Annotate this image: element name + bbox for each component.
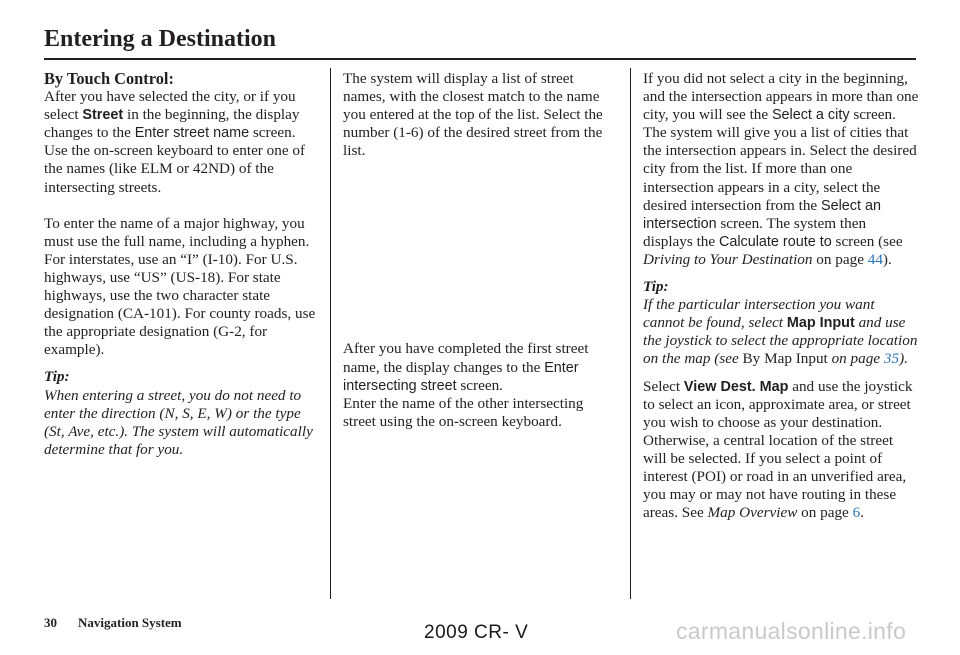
- page-title: Entering a Destination: [44, 26, 277, 52]
- ui-term-calculate-route-to: Calculate route to: [718, 233, 832, 250]
- tip-text: When entering a street, you do not need to enter the direction (N, S, E, W) or the type (St, Ave, etc.). The system will automatically determine that for you.: [44, 386, 313, 458]
- model-watermark: 2009 CR- V: [424, 622, 529, 643]
- section-heading: By Touch Control:: [44, 69, 174, 88]
- footer-section-label: Navigation System: [78, 615, 182, 630]
- cross-reference: By Map Input: [742, 350, 828, 368]
- text: in the beginning, the display changes to the: [44, 106, 300, 142]
- ui-term-select-a-city: Select a city: [771, 107, 850, 124]
- page-link-6[interactable]: 6: [852, 504, 861, 522]
- text: screen. Use the on-screen keyboard to enter one of the names (like ELM or 42ND) of the intersecting streets.: [44, 124, 306, 196]
- text: and use the joystick to select the appropriate location on the map (see: [643, 314, 918, 368]
- ui-term-street: Street: [82, 107, 124, 124]
- ui-term-enter-intersecting-street: Enter intersecting street: [343, 359, 579, 394]
- paragraph-select-city: [643, 70, 919, 269]
- text: After you have selected the city, or if you select: [44, 88, 296, 124]
- text: screen (see: [831, 232, 903, 250]
- column-divider: [330, 68, 331, 599]
- column-3: [643, 70, 919, 522]
- text: on page: [797, 504, 853, 522]
- tip-label: Tip:: [643, 278, 669, 296]
- paragraph-intersecting-street: [343, 340, 619, 394]
- text: screen. The system will give you a list of cities that the intersection appears in. Select the desired city from the list. If more than one intersection appears in a city, select the desired intersection from the: [643, 106, 917, 214]
- text: After you have completed the first street name, the display changes to the: [343, 340, 589, 376]
- site-watermark: carmanualsonline.info: [676, 618, 907, 644]
- text: Select: [643, 377, 684, 395]
- text: screen.: [456, 376, 503, 394]
- tip-text: [643, 296, 919, 368]
- title-rule: [44, 58, 916, 60]
- ui-term-enter-street-name: Enter street name: [134, 125, 250, 142]
- text: ).: [882, 250, 892, 268]
- paragraph-highway: To enter the name of a major highway, you must use the full name, including a hyphen. For interstates, use an “I” (I-10). For U.S. highways, use “US” (US-18). For state highways, use the two character state designation (CA-101). For county roads, use the appropriate designation (G-2, for example).: [44, 214, 316, 359]
- text: on page: [812, 250, 868, 268]
- column-2: [343, 70, 619, 431]
- ui-term-view-dest-map: View Dest. Map: [683, 378, 789, 395]
- text: on page: [827, 350, 884, 368]
- tip-label: Tip:: [44, 368, 70, 386]
- text: .: [860, 504, 864, 522]
- ui-term-select-an-intersection: Select an intersection: [643, 197, 881, 232]
- column-divider: [630, 68, 631, 599]
- page-number: 30: [44, 615, 57, 630]
- text: If the particular intersection you want cannot be found, select: [643, 296, 875, 332]
- text: ).: [899, 350, 908, 368]
- paragraph-touch-control: [44, 88, 320, 197]
- page-link-35[interactable]: 35: [883, 350, 900, 368]
- page-link-44[interactable]: 44: [867, 250, 883, 268]
- text: screen. The system then displays the: [643, 214, 867, 250]
- column-1: [44, 70, 320, 459]
- text: If you did not select a city in the beginning, and the intersection appears in more than one city, you will see the: [643, 70, 919, 124]
- paragraph-view-dest-map: [643, 378, 919, 523]
- text: and use the joystick to select an icon, approximate area, or street you wish to choose as your destination. Otherwise, a central location of the street will be selected. If you select a point of interest (POI) or road in an unverified area, you may or may not have routing in these areas. See: [643, 377, 913, 522]
- paragraph-keyboard: Enter the name of the other intersecting street using the on-screen keyboard.: [343, 394, 584, 430]
- cross-reference: Driving to Your Destination: [643, 250, 813, 268]
- cross-reference: Map Overview: [707, 504, 798, 522]
- ui-term-map-input: Map Input: [786, 315, 855, 332]
- paragraph-street-list: The system will display a list of street names, with the closest match to the name you entered at the top of the list. Select the number (1-6) of the desired street from the list.: [343, 70, 603, 160]
